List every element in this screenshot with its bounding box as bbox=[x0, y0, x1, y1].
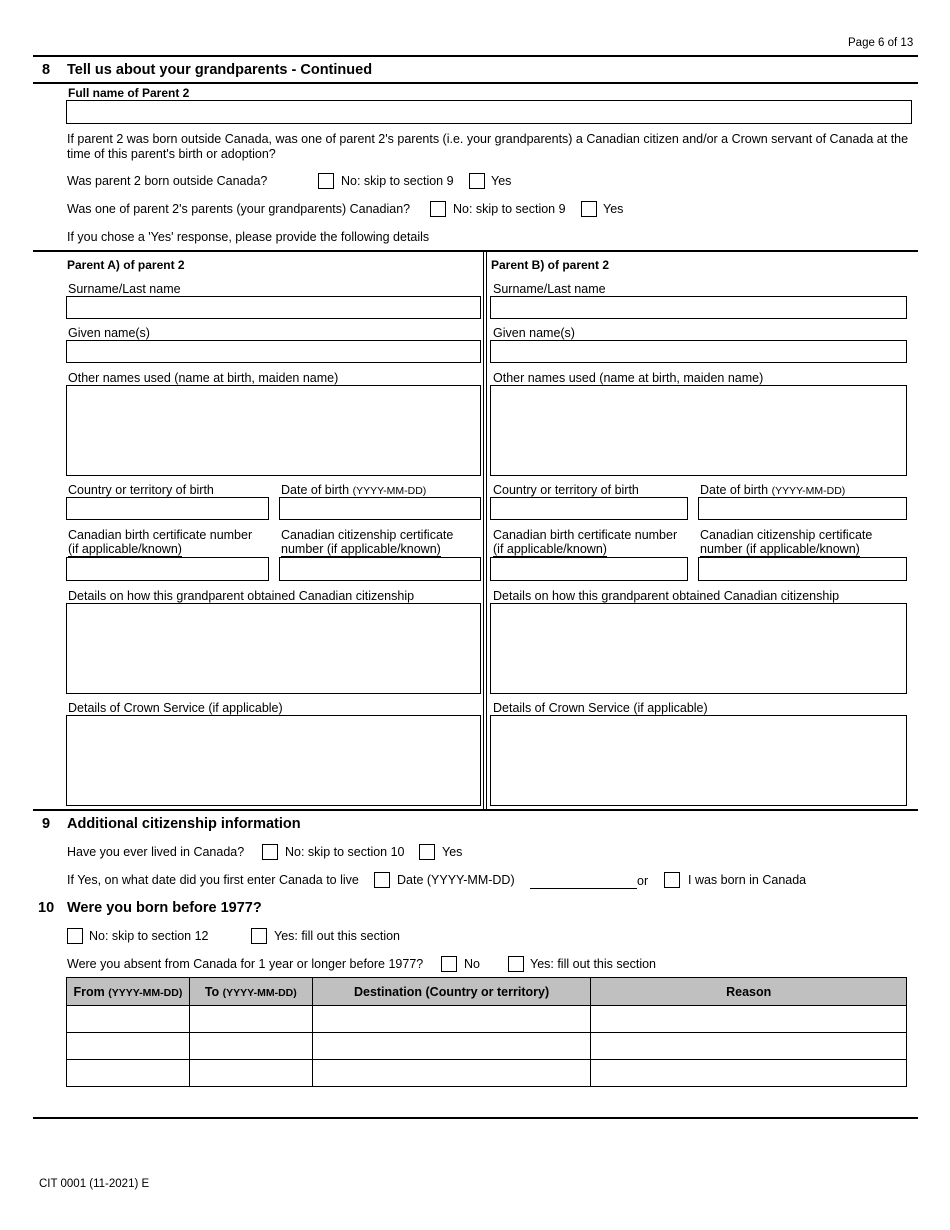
parent-b-other-names-input[interactable] bbox=[490, 385, 907, 476]
q-absent-no-checkbox[interactable] bbox=[441, 956, 457, 972]
q-absent-yes-checkbox[interactable] bbox=[508, 956, 524, 972]
row1-destination-cell[interactable] bbox=[312, 1006, 591, 1033]
row3-to-cell[interactable] bbox=[189, 1060, 312, 1087]
parent-a-given-label: Given name(s) bbox=[68, 326, 150, 340]
table-row bbox=[67, 1006, 907, 1033]
q-born-canada-checkbox[interactable] bbox=[664, 872, 680, 888]
parent-a-other-names-label: Other names used (name at birth, maiden name) bbox=[68, 371, 339, 385]
q-entry-or-label: or bbox=[637, 874, 649, 888]
q-lived-canada-no-label: No: skip to section 10 bbox=[285, 845, 405, 859]
parent-b-country-label: Country or territory of birth bbox=[493, 483, 639, 497]
parent-a-other-names-input[interactable] bbox=[66, 385, 481, 476]
q-lived-canada-no-checkbox[interactable] bbox=[262, 844, 278, 860]
section-9-number: 9 bbox=[42, 816, 51, 832]
q-parent2-outside-yes-label: Yes bbox=[491, 174, 512, 188]
row3-reason-cell[interactable] bbox=[591, 1060, 907, 1087]
parent-a-obtained-label: Details on how this grandparent obtained Canadian citizenship bbox=[68, 589, 415, 603]
column-divider-right bbox=[486, 251, 487, 809]
q-entry-date-label: Date (YYYY-MM-DD) bbox=[397, 873, 515, 887]
col-destination-header: Destination (Country or territory) bbox=[312, 978, 591, 1006]
col-to-header: To (YYYY-MM-DD) bbox=[189, 978, 312, 1006]
born-before-1977-yes-checkbox[interactable] bbox=[251, 928, 267, 944]
page-number: Page 6 of 13 bbox=[848, 37, 914, 49]
q-parent2-outside-yes-checkbox[interactable] bbox=[469, 173, 485, 189]
parent-b-crown-label: Details of Crown Service (if applicable) bbox=[493, 701, 708, 715]
parent-b-dob-label: Date of birth (YYYY-MM-DD) bbox=[700, 483, 846, 497]
parent-b-other-names-label: Other names used (name at birth, maiden name) bbox=[493, 371, 764, 385]
q-grandparent-canadian-no-checkbox[interactable] bbox=[430, 201, 446, 217]
table-row bbox=[67, 1033, 907, 1060]
row2-from-cell[interactable] bbox=[67, 1033, 190, 1060]
row1-from-cell[interactable] bbox=[67, 1006, 190, 1033]
full-name-parent2-label: Full name of Parent 2 bbox=[68, 86, 190, 100]
parent-b-surname-label: Surname/Last name bbox=[493, 282, 606, 296]
parent-a-country-input[interactable] bbox=[66, 497, 269, 520]
parent-b-cit-cert-label: Canadian citizenship certificate number (if applicable/known) bbox=[700, 528, 873, 556]
section-8-title: Tell us about your grandparents - Continued bbox=[67, 62, 373, 78]
column-divider-left bbox=[483, 251, 484, 809]
row3-destination-cell[interactable] bbox=[312, 1060, 591, 1087]
q-absent-yes-label: Yes: fill out this section bbox=[530, 957, 656, 971]
parent-a-obtained-input[interactable] bbox=[66, 603, 481, 694]
parent-b-obtained-input[interactable] bbox=[490, 603, 907, 694]
parent-a-crown-input[interactable] bbox=[66, 715, 481, 806]
q-grandparent-canadian-yes-label: Yes bbox=[603, 202, 624, 216]
parent-b-title: Parent B) of parent 2 bbox=[491, 258, 610, 272]
born-before-1977-no-label: No: skip to section 12 bbox=[89, 929, 209, 943]
footer-code: CIT 0001 (11-2021) E bbox=[39, 1178, 150, 1190]
row2-to-cell[interactable] bbox=[189, 1033, 312, 1060]
parent-a-given-input[interactable] bbox=[66, 340, 481, 363]
q-parent2-outside-no-checkbox[interactable] bbox=[318, 173, 334, 189]
q-lived-canada-text: Have you ever lived in Canada? bbox=[67, 845, 245, 859]
parent-b-crown-input[interactable] bbox=[490, 715, 907, 806]
section-8-number: 8 bbox=[42, 62, 51, 78]
q-grandparent-canadian-text: Was one of parent 2's parents (your grandparents) Canadian? bbox=[67, 202, 411, 216]
parent-b-dob-input[interactable] bbox=[698, 497, 907, 520]
parent-b-cit-cert-input[interactable] bbox=[698, 557, 907, 581]
full-name-parent2-input[interactable] bbox=[66, 100, 912, 124]
details-prompt: If you chose a 'Yes' response, please provide the following details bbox=[67, 230, 430, 244]
section-9-title: Additional citizenship information bbox=[67, 816, 301, 832]
parent-a-country-label: Country or territory of birth bbox=[68, 483, 214, 497]
parent-a-birth-cert-label: Canadian birth certificate number (if applicable/known) bbox=[68, 528, 253, 556]
q-lived-canada-yes-label: Yes bbox=[442, 845, 463, 859]
parent-a-surname-input[interactable] bbox=[66, 296, 481, 319]
section-8-intro: If parent 2 was born outside Canada, was one of parent 2's parents (i.e. your grandparents) a Canadian citizen and/or a Crown servant of Canada at the time of this parent's birth or adoption? bbox=[67, 132, 909, 161]
section-10-title: Were you born before 1977? bbox=[67, 900, 262, 916]
q-absent-no-label: No bbox=[464, 957, 480, 971]
col-from-header: From (YYYY-MM-DD) bbox=[67, 978, 190, 1006]
q-absent-text: Were you absent from Canada for 1 year or longer before 1977? bbox=[67, 957, 424, 971]
row1-reason-cell[interactable] bbox=[591, 1006, 907, 1033]
parent-a-crown-label: Details of Crown Service (if applicable) bbox=[68, 701, 283, 715]
parent-a-birth-cert-input[interactable] bbox=[66, 557, 269, 581]
parent-b-surname-input[interactable] bbox=[490, 296, 907, 319]
q-lived-canada-yes-checkbox[interactable] bbox=[419, 844, 435, 860]
parent-a-cit-cert-input[interactable] bbox=[279, 557, 481, 581]
absence-table bbox=[66, 977, 907, 1087]
row3-from-cell[interactable] bbox=[67, 1060, 190, 1087]
section-9-rule bbox=[33, 809, 918, 811]
parent-a-surname-label: Surname/Last name bbox=[68, 282, 181, 296]
q-entry-date-text: If Yes, on what date did you first enter Canada to live bbox=[67, 873, 359, 887]
entry-date-input[interactable] bbox=[530, 888, 637, 889]
q-grandparent-canadian-yes-checkbox[interactable] bbox=[581, 201, 597, 217]
row2-reason-cell[interactable] bbox=[591, 1033, 907, 1060]
parent-b-birth-cert-input[interactable] bbox=[490, 557, 688, 581]
top-rule bbox=[33, 55, 918, 57]
q-parent2-outside-text: Was parent 2 born outside Canada? bbox=[67, 174, 268, 188]
col-reason-header: Reason bbox=[591, 978, 907, 1006]
q-parent2-outside-no-label: No: skip to section 9 bbox=[341, 174, 454, 188]
born-before-1977-yes-label: Yes: fill out this section bbox=[274, 929, 400, 943]
parent-b-obtained-label: Details on how this grandparent obtained Canadian citizenship bbox=[493, 589, 840, 603]
parents-top-rule bbox=[33, 250, 918, 252]
parent-b-birth-cert-label: Canadian birth certificate number (if applicable/known) bbox=[493, 528, 678, 556]
parent-b-given-label: Given name(s) bbox=[493, 326, 575, 340]
parent-a-dob-input[interactable] bbox=[279, 497, 481, 520]
bottom-rule bbox=[33, 1117, 918, 1119]
parent-a-title: Parent A) of parent 2 bbox=[67, 258, 185, 272]
absence-table-header bbox=[67, 978, 907, 1006]
q-entry-date-checkbox[interactable] bbox=[374, 872, 390, 888]
parent-b-given-input[interactable] bbox=[490, 340, 907, 363]
parent-a-cit-cert-label: Canadian citizenship certificate number (if applicable/known) bbox=[281, 528, 454, 556]
row2-destination-cell[interactable] bbox=[312, 1033, 591, 1060]
section-8-rule bbox=[33, 82, 918, 84]
parent-b-country-input[interactable] bbox=[490, 497, 688, 520]
born-before-1977-no-checkbox[interactable] bbox=[67, 928, 83, 944]
row1-to-cell[interactable] bbox=[189, 1006, 312, 1033]
parent-a-dob-label: Date of birth (YYYY-MM-DD) bbox=[281, 483, 427, 497]
q-grandparent-canadian-no-label: No: skip to section 9 bbox=[453, 202, 566, 216]
section-10-number: 10 bbox=[38, 900, 55, 916]
q-born-canada-label: I was born in Canada bbox=[688, 873, 807, 887]
table-row bbox=[67, 1060, 907, 1087]
